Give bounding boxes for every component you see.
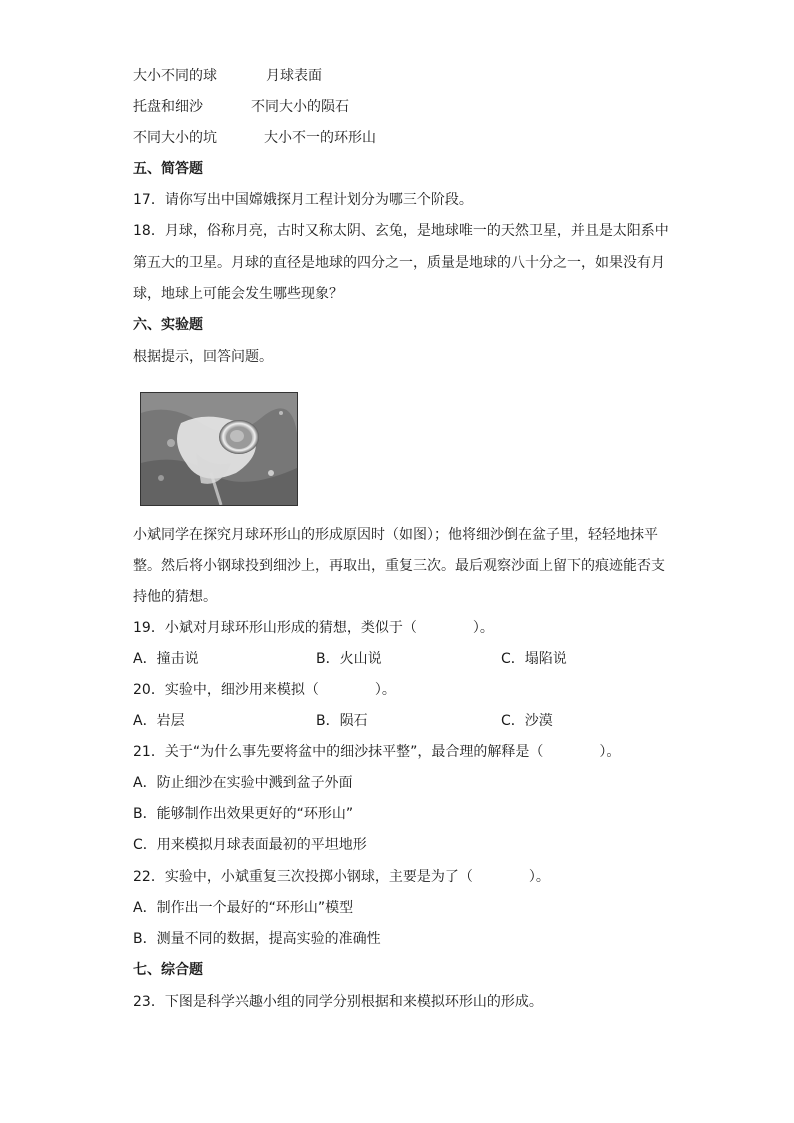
match-right-2: 不同大小的陨石 bbox=[251, 99, 349, 115]
q19-option-b: B．火山说 bbox=[316, 651, 382, 667]
question-23: 23．下图是科学兴趣小组的同学分别根据和来模拟环形山的形成。 bbox=[133, 994, 543, 1010]
question-21: 21．关于“为什么事先要将盆中的细沙抹平整”，最合理的解释是（ ）。 bbox=[133, 744, 621, 760]
question-18-line1: 18．月球，俗称月亮，古时又称太阴、玄兔，是地球唯一的天然卫星，并且是太阳系中 bbox=[133, 223, 669, 239]
question-18-line2: 第五大的卫星。月球的直径是地球的四分之一，质量是地球的八十分之一，如果没有月 bbox=[133, 255, 665, 271]
q21-option-b: B．能够制作出效果更好的“环形山” bbox=[133, 806, 354, 822]
q21-option-a: A．防止细沙在实验中溅到盆子外面 bbox=[133, 775, 353, 791]
match-left-3: 不同大小的坑 bbox=[133, 130, 217, 146]
section6-intro: 根据提示，回答问题。 bbox=[133, 349, 273, 365]
crater-image bbox=[141, 393, 297, 505]
match-right-3: 大小不一的环形山 bbox=[264, 130, 376, 146]
experiment-para-line2: 整。然后将小钢球投到细沙上，再取出，重复三次。最后观察沙面上留下的痕迹能否支 bbox=[133, 558, 665, 574]
match-row-1 bbox=[133, 66, 322, 86]
question-17: 17．请你写出中国嫦娥探月工程计划分为哪三个阶段。 bbox=[133, 192, 473, 208]
q20-option-b: B．陨石 bbox=[316, 713, 368, 729]
q20-option-c: C．沙漠 bbox=[501, 713, 553, 729]
match-left-1: 大小不同的球 bbox=[133, 68, 217, 84]
match-right-1: 月球表面 bbox=[266, 68, 322, 84]
section7-heading: 七、综合题 bbox=[133, 962, 203, 978]
section6-heading: 六、实验题 bbox=[133, 317, 203, 333]
q21-option-c: C．用来模拟月球表面最初的平坦地形 bbox=[133, 837, 367, 853]
match-left-2: 托盘和细沙 bbox=[133, 99, 203, 115]
experiment-para-line1: 小斌同学在探究月球环形山的形成原因时（如图）；他将细沙倒在盆子里，轻轻地抹平 bbox=[133, 527, 658, 543]
question-22: 22．实验中，小斌重复三次投掷小钢球，主要是为了（ ）。 bbox=[133, 869, 550, 885]
question-18-line3: 球，地球上可能会发生哪些现象？ bbox=[133, 286, 343, 302]
moon-crater-photo bbox=[140, 392, 298, 506]
question-20: 20．实验中，细沙用来模拟（ ）。 bbox=[133, 682, 396, 698]
q22-option-b: B．测量不同的数据，提高实验的准确性 bbox=[133, 931, 381, 947]
section5-heading: 五、简答题 bbox=[133, 161, 203, 177]
match-row-3 bbox=[133, 128, 376, 148]
q20-option-a: A．岩层 bbox=[133, 713, 185, 729]
match-row-2 bbox=[133, 97, 349, 117]
question-19: 19．小斌对月球环形山形成的猜想，类似于（ ）。 bbox=[133, 620, 494, 636]
q19-option-a: A．撞击说 bbox=[133, 651, 199, 667]
experiment-para-line3: 持他的猜想。 bbox=[133, 589, 217, 605]
q19-option-c: C．塌陷说 bbox=[501, 651, 567, 667]
q22-option-a: A．制作出一个最好的“环形山”模型 bbox=[133, 900, 354, 916]
